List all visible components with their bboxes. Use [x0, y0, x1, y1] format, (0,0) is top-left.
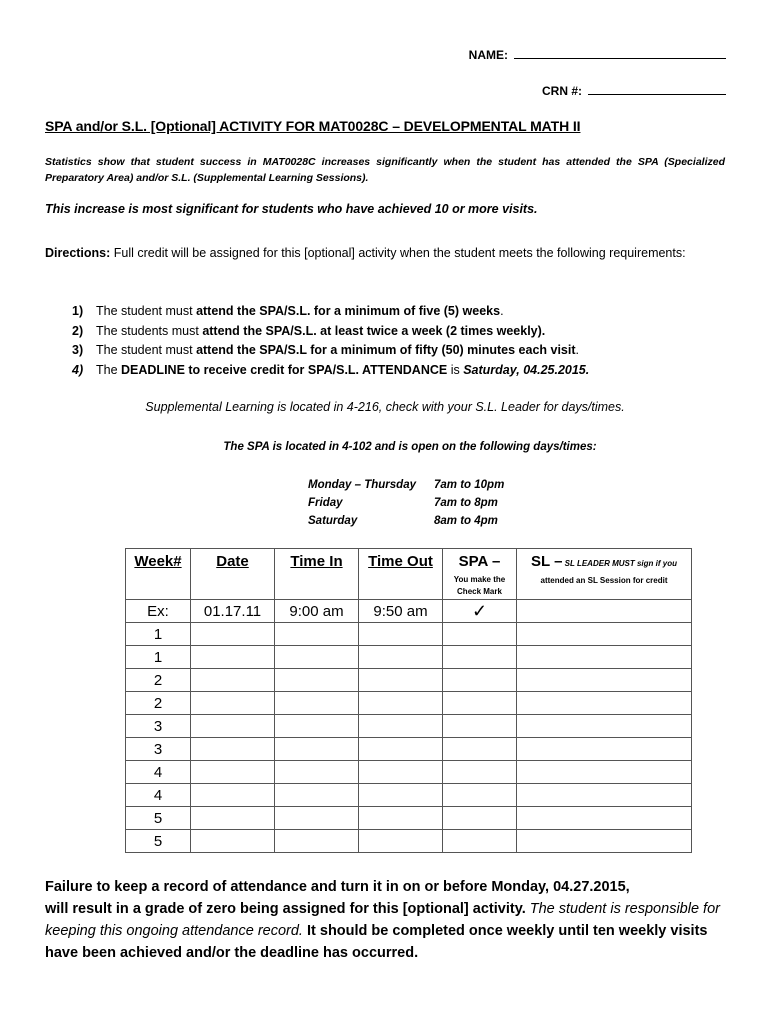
attendance-table	[125, 548, 692, 853]
cell-date[interactable]	[191, 669, 275, 692]
cell-spa[interactable]	[443, 623, 517, 646]
hours-row	[308, 494, 504, 512]
hours-day: Friday	[308, 497, 343, 509]
col-spa-header	[443, 549, 517, 600]
requirement-item	[72, 302, 589, 322]
example-row	[126, 600, 692, 623]
requirement-text: .	[575, 343, 580, 357]
hours-row	[308, 512, 504, 530]
directions-label: Directions:	[45, 246, 111, 260]
table-row	[126, 784, 692, 807]
col-sl-header	[517, 549, 692, 600]
col-date-header	[191, 549, 275, 600]
table-row	[126, 738, 692, 761]
sl-location-note: Supplemental Learning is located in 4-216, check with your S.L. Leader for days/times.	[145, 400, 625, 414]
requirement-bold: attend the SPA/S.L for a minimum of fifty (50) minutes each visit	[196, 343, 576, 357]
hours-time: 7am to 10pm	[434, 479, 505, 491]
crn-field[interactable]	[542, 84, 726, 98]
sl-header-label: SL –	[531, 553, 563, 570]
cell-sl[interactable]	[517, 692, 692, 715]
cell-time-out[interactable]	[359, 623, 443, 646]
requirement-number: 4)	[72, 362, 84, 377]
page-title: SPA and/or S.L. [Optional] ACTIVITY FOR MAT0028C – DEVELOPMENTAL MATH II	[45, 118, 581, 134]
cell-week: Ex:	[126, 600, 191, 623]
cell-time-in[interactable]	[275, 646, 359, 669]
hours-day: Saturday	[308, 515, 358, 527]
cell-time-out[interactable]	[359, 830, 443, 853]
crn-label: CRN #:	[541, 84, 582, 98]
cell-spa[interactable]	[443, 669, 517, 692]
cell-date[interactable]	[191, 807, 275, 830]
spa-location-note: The SPA is located in 4-102 and is open on the following days/times:	[223, 441, 597, 453]
check-mark-icon: ✓	[443, 600, 517, 623]
name-label: NAME:	[468, 48, 508, 62]
table-row	[126, 646, 692, 669]
cell-sl[interactable]	[517, 623, 692, 646]
cell-time-in[interactable]	[275, 830, 359, 853]
table-row	[126, 692, 692, 715]
failure-text-bold: will result in a grade of zero being assigned for this [optional] activity.	[45, 901, 526, 917]
cell-week: 5	[126, 830, 191, 853]
cell-sl[interactable]	[517, 669, 692, 692]
table-row	[126, 807, 692, 830]
requirement-item	[72, 322, 589, 342]
cell-time-out[interactable]	[359, 784, 443, 807]
spa-header-sub: You make the Check Mark	[453, 575, 506, 596]
cell-spa[interactable]	[443, 646, 517, 669]
table-row	[126, 715, 692, 738]
cell-date[interactable]	[191, 715, 275, 738]
cell-sl[interactable]	[517, 761, 692, 784]
cell-date[interactable]	[191, 738, 275, 761]
name-field[interactable]	[469, 48, 726, 62]
cell-date[interactable]	[191, 623, 275, 646]
table-row	[126, 761, 692, 784]
spa-hours	[308, 476, 504, 530]
requirements-list	[72, 302, 589, 380]
spa-header-label: SPA –	[458, 553, 501, 570]
directions-text: Full credit will be assigned for this [optional] activity when the student meets the following requirements:	[110, 246, 686, 260]
failure-text-italic: The student is responsible for keeping this ongoing attendance record.	[45, 901, 720, 939]
cell-spa[interactable]	[443, 784, 517, 807]
hours-row	[308, 476, 504, 494]
cell-spa[interactable]	[443, 761, 517, 784]
hours-time: 8am to 4pm	[434, 515, 498, 527]
col-time-out-header	[359, 549, 443, 600]
requirement-text: The students must	[96, 323, 203, 338]
cell-sl	[517, 600, 692, 623]
sl-header-small: SL LEADER MUST sign if you	[562, 559, 677, 568]
sl-header-sub: attended an SL Session for credit	[540, 576, 668, 585]
requirement-text: is	[447, 362, 464, 377]
cell-week: 1	[126, 646, 191, 669]
cell-week: 1	[126, 623, 191, 646]
cell-time-out[interactable]	[359, 669, 443, 692]
cell-time-out[interactable]	[359, 807, 443, 830]
cell-time-in[interactable]	[275, 807, 359, 830]
cell-time-in[interactable]	[275, 669, 359, 692]
cell-time-in[interactable]	[275, 692, 359, 715]
name-line[interactable]	[514, 48, 726, 59]
cell-time-in: 9:00 am	[275, 600, 359, 623]
requirement-text: The student must	[96, 304, 197, 318]
deadline-date: Saturday, 04.25.2015.	[463, 362, 590, 377]
cell-time-in[interactable]	[275, 623, 359, 646]
cell-spa[interactable]	[443, 738, 517, 761]
cell-time-in[interactable]	[275, 761, 359, 784]
requirement-item	[72, 341, 589, 361]
failure-text-bold: It should be completed once weekly until ten weekly visits have been achieved and/or the deadline has occurred.	[45, 923, 708, 961]
table-row	[126, 669, 692, 692]
cell-time-in[interactable]	[275, 715, 359, 738]
cell-time-out: 9:50 am	[359, 600, 443, 623]
time-out-header-label: Time Out	[368, 553, 433, 570]
date-header-label: Date	[216, 553, 249, 570]
cell-sl[interactable]	[517, 738, 692, 761]
cell-date[interactable]	[191, 646, 275, 669]
cell-spa[interactable]	[443, 807, 517, 830]
cell-date[interactable]	[191, 761, 275, 784]
requirement-number: 2)	[72, 323, 84, 338]
crn-line[interactable]	[588, 84, 726, 95]
requirement-number: 3)	[72, 343, 84, 357]
cell-date[interactable]	[191, 692, 275, 715]
cell-week: 3	[126, 715, 191, 738]
cell-week: 5	[126, 807, 191, 830]
failure-notice	[45, 876, 735, 964]
requirement-bold: DEADLINE to receive credit for SPA/S.L. ATTENDANCE	[121, 362, 448, 377]
requirement-bold: attend the SPA/S.L. at least twice a week (2 times weekly).	[202, 323, 546, 338]
cell-time-in[interactable]	[275, 784, 359, 807]
cell-spa[interactable]	[443, 715, 517, 738]
requirement-text: .	[500, 304, 504, 318]
cell-date[interactable]	[191, 784, 275, 807]
cell-week: 2	[126, 669, 191, 692]
increase-note: This increase is most significant for students who have achieved 10 or more visits.	[45, 202, 538, 216]
hours-time: 7am to 8pm	[434, 497, 498, 509]
table-row	[126, 623, 692, 646]
cell-sl[interactable]	[517, 715, 692, 738]
cell-date: 01.17.11	[191, 600, 275, 623]
requirement-text: The	[96, 362, 122, 377]
cell-spa[interactable]	[443, 830, 517, 853]
requirement-text: The student must	[96, 343, 197, 357]
requirement-number: 1)	[72, 304, 84, 318]
hours-day: Monday – Thursday	[308, 479, 416, 491]
cell-time-out[interactable]	[359, 692, 443, 715]
stats-paragraph: Statistics show that student success in MAT0028C increases significantly when the student has attended the SPA (Specialized Preparatory Area) and/or S.L. (Supplemental Learning Sessions).	[45, 156, 725, 184]
table-header-row	[126, 549, 692, 600]
cell-sl[interactable]	[517, 830, 692, 853]
cell-spa[interactable]	[443, 692, 517, 715]
cell-week: 4	[126, 784, 191, 807]
cell-week: 2	[126, 692, 191, 715]
cell-time-out[interactable]	[359, 715, 443, 738]
cell-date[interactable]	[191, 830, 275, 853]
cell-time-out[interactable]	[359, 646, 443, 669]
cell-sl[interactable]	[517, 807, 692, 830]
week-header-label: Week#	[134, 553, 182, 570]
directions-paragraph	[45, 244, 725, 263]
cell-week: 4	[126, 761, 191, 784]
cell-week: 3	[126, 738, 191, 761]
cell-sl[interactable]	[517, 646, 692, 669]
col-time-in-header	[275, 549, 359, 600]
time-in-header-label: Time In	[290, 553, 343, 570]
cell-sl[interactable]	[517, 784, 692, 807]
cell-time-out[interactable]	[359, 761, 443, 784]
table-row	[126, 830, 692, 853]
failure-text-bold: Failure to keep a record of attendance and turn it in on or before Monday, 04.27.2015,	[45, 879, 630, 895]
requirement-item	[72, 361, 589, 381]
cell-time-out[interactable]	[359, 738, 443, 761]
cell-time-in[interactable]	[275, 738, 359, 761]
col-week-header	[126, 549, 191, 600]
requirement-bold: attend the SPA/S.L. for a minimum of five (5) weeks	[196, 304, 501, 318]
